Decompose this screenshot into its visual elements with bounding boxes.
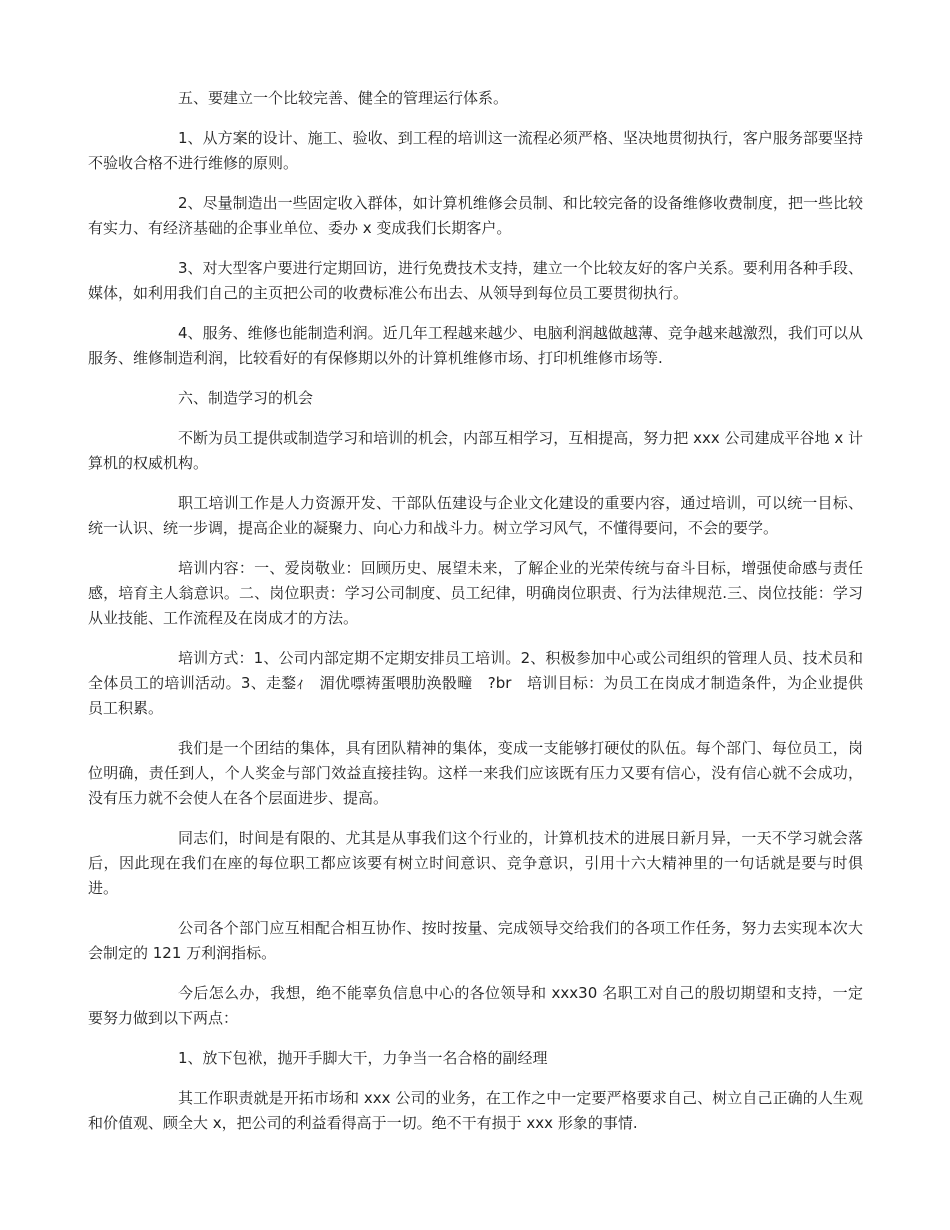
paragraph: 不断为员工提供或制造学习和培训的机会，内部互相学习，互相提高，努力把 xxx 公司建成平谷地 x 计算机的权威机构。 (88, 429, 863, 472)
paragraph: 1、从方案的设计、施工、验收、到工程的培训这一流程必须严格、坚决地贯彻执行，客户服务部要坚持不验收合格不进行维修的原则。 (88, 129, 863, 172)
section-heading-six: 六、制造学习的机会 (178, 389, 314, 407)
paragraph: 其工作职责就是开拓市场和 xxx 公司的业务，在工作之中一定要严格要求自己、树立自己正确的人生观和价值观、顾全大 x，把公司的利益看得高于一切。绝不干有损于 xxx 形象的事情. (88, 1089, 863, 1132)
paragraph: 职工培训工作是人力资源开发、干部队伍建设与企业文化建设的重要内容，通过培训，可以统一目标、统一认识、统一步调，提高企业的凝聚力、向心力和战斗力。树立学习风气，不懂得要问，不会的要学。 (88, 494, 863, 537)
paragraph: 今后怎么办，我想，绝不能辜负信息中心的各位领导和 xxx30 名职工对自己的殷切期望和支持，一定要努力做到以下两点： (88, 984, 863, 1027)
document-body (88, 86, 863, 1151)
paragraph: 2、尽量制造出一些固定收入群体，如计算机维修会员制、和比较完备的设备维修收费制度，把一些比较有实力、有经济基础的企事业单位、委办 x 变成我们长期客户。 (88, 194, 863, 237)
paragraph: 公司各个部门应互相配合相互协作、按时按量、完成领导交给我们的各项工作任务，努力去实现本次大会制定的 121 万利润指标。 (88, 919, 863, 962)
paragraph: 我们是一个团结的集体，具有团队精神的集体，变成一支能够打硬仗的队伍。每个部门、每位员工，岗位明确，责任到人，个人奖金与部门效益直接挂钩。这样一来我们应该既有压力又要有信心，没有信心就不会成功，没有压力就不会使人在各个层面进步、提高。 (88, 739, 863, 807)
paragraph: 培训方式：1、公司内部定期不定期安排员工培训。2、积极参加中心或公司组织的管理人员、技术员和全体员工的培训活动。3、走鍪ｨ 湄优嘌祷蛋喂肋涣骰疃 ?br 培训目标：为员工在岗成才制造条件，为企业提供员工积累。 (88, 649, 863, 717)
section-heading-five: 五、要建立一个比较完善、健全的管理运行体系。 (178, 89, 509, 107)
paragraph: 培训内容：一、爱岗敬业：回顾历史、展望未来，了解企业的光荣传统与奋斗目标，增强使命感与责任感，培育主人翁意识。二、岗位职责：学习公司制度、员工纪律，明确岗位职责、行为法律规范.三、岗位技能：学习从业技能、工作流程及在岗成才的方法。 (88, 559, 863, 627)
paragraph: 1、放下包袱，抛开手脚大干，力争当一名合格的副经理 (178, 1049, 548, 1067)
paragraph: 4、服务、维修也能制造利润。近几年工程越来越少、电脑利润越做越薄、竞争越来越激烈，我们可以从服务、维修制造利润，比较看好的有保修期以外的计算机维修市场、打印机维修市场等. (88, 324, 863, 367)
paragraph: 3、对大型客户要进行定期回访，进行免费技术支持，建立一个比较友好的客户关系。要利用各种手段、媒体，如利用我们自己的主页把公司的收费标准公布出去、从领导到每位员工要贯彻执行。 (88, 259, 863, 302)
paragraph: 同志们，时间是有限的、尤其是从事我们这个行业的，计算机技术的进展日新月异，一天不学习就会落后，因此现在我们在座的每位职工都应该要有树立时间意识、竞争意识，引用十六大精神里的一句话就是要与时俱进。 (88, 829, 863, 897)
